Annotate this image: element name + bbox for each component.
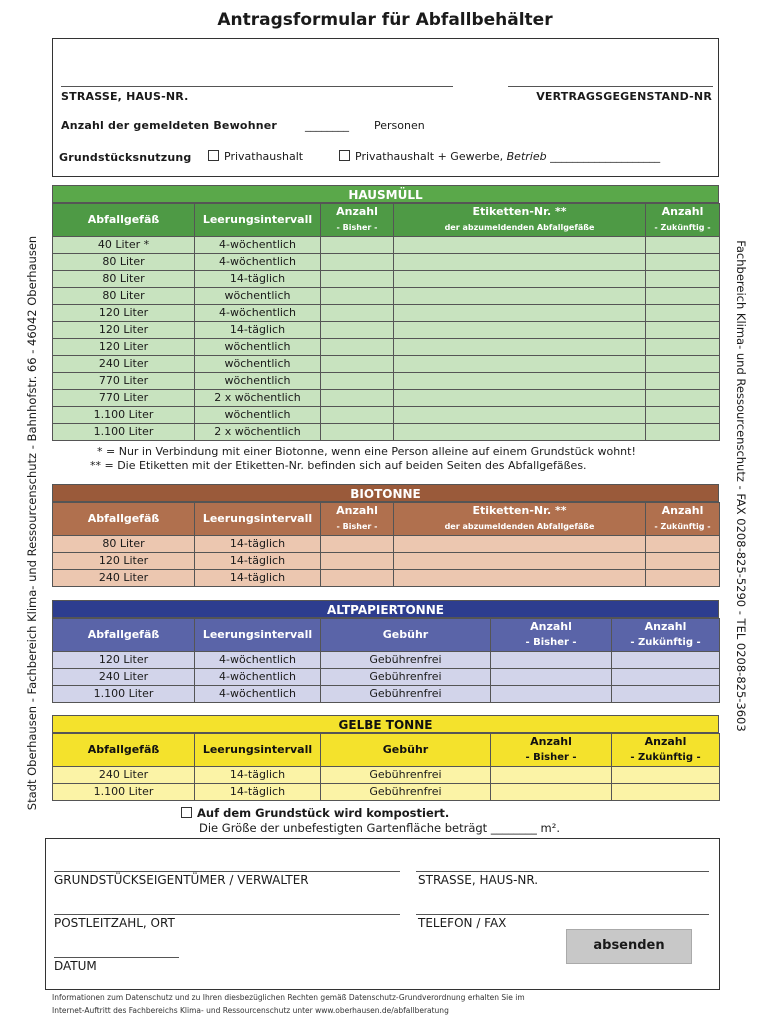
private-label: Privathaushalt [224, 150, 304, 163]
etiketten-label: Etiketten-Nr. ** [472, 504, 567, 517]
table-row [53, 652, 720, 669]
input-cell[interactable] [394, 390, 646, 407]
biotonne-section [52, 484, 719, 587]
private-checkbox[interactable] [208, 150, 219, 161]
input-cell[interactable] [646, 339, 720, 356]
input-cell[interactable] [394, 288, 646, 305]
col-intervall: Leerungsintervall [195, 619, 321, 652]
input-cell[interactable] [646, 254, 720, 271]
input-cell[interactable] [321, 237, 394, 254]
intervall-cell: 14-täglich [195, 536, 321, 553]
col-anzahl-bisher [321, 503, 394, 536]
intervall-cell: 14-täglich [195, 553, 321, 570]
input-cell[interactable] [612, 652, 720, 669]
phone-line[interactable] [416, 914, 709, 915]
page-title: Antragsformular für Abfallbehälter [217, 10, 553, 30]
intervall-cell: 4-wöchentlich [195, 254, 321, 271]
gefaess-cell: 770 Liter [53, 373, 195, 390]
table-row [53, 305, 720, 322]
input-cell[interactable] [612, 767, 720, 784]
residents-label: Anzahl der gemeldeten Bewohner [61, 119, 278, 132]
gebuehr-cell: Gebührenfrei [321, 784, 491, 801]
input-cell[interactable] [646, 356, 720, 373]
input-cell[interactable] [321, 407, 394, 424]
table-row [53, 407, 720, 424]
bisher-label: - Bisher - [336, 223, 378, 232]
zukuenftig-label: - Zukünftig - [654, 522, 711, 531]
intervall-cell: 14-täglich [195, 767, 321, 784]
input-cell[interactable] [394, 271, 646, 288]
gelbe-header-row [53, 734, 720, 767]
col-gebuehr: Gebühr [321, 619, 491, 652]
anzahl-label: Anzahl [530, 620, 572, 633]
bisher-label: - Bisher - [336, 522, 378, 531]
input-cell[interactable] [491, 767, 612, 784]
footnote-2: ** = Die Etiketten mit der Etiketten-Nr. befinden sich auf beiden Seiten des Abfallgefäßes. [90, 459, 587, 472]
etiketten-sub: der abzumeldenden Abfallgefäße [444, 223, 595, 232]
gefaess-cell: 770 Liter [53, 390, 195, 407]
table-row [53, 373, 720, 390]
intervall-cell: 14-täglich [195, 784, 321, 801]
input-cell[interactable] [491, 686, 612, 703]
input-cell[interactable] [394, 305, 646, 322]
input-cell[interactable] [646, 288, 720, 305]
private-business-label: Privathaushalt + Gewerbe, [355, 150, 504, 163]
gefaess-cell: 1.100 Liter [53, 424, 195, 441]
gebuehr-cell: Gebührenfrei [321, 652, 491, 669]
input-cell[interactable] [646, 322, 720, 339]
intervall-cell: wöchentlich [195, 288, 321, 305]
input-cell[interactable] [394, 322, 646, 339]
submit-button[interactable]: absenden [566, 929, 692, 964]
gefaess-cell: 120 Liter [53, 322, 195, 339]
side-text-right: Fachbereich Klima- und Ressourcenschutz - FAX 0208-825-5290 - TEL 0208-825-3603 [734, 240, 748, 732]
input-cell[interactable] [321, 339, 394, 356]
input-cell[interactable] [612, 669, 720, 686]
input-cell[interactable] [321, 305, 394, 322]
gefaess-cell: 1.100 Liter [53, 784, 195, 801]
kompost-checkbox[interactable] [181, 807, 192, 818]
gefaess-cell: 120 Liter [53, 553, 195, 570]
gefaess-cell: 1.100 Liter [53, 686, 195, 703]
anzahl-label: Anzahl [661, 205, 704, 218]
table-row [53, 339, 720, 356]
table-row [53, 254, 720, 271]
table-row [53, 356, 720, 373]
input-cell[interactable] [394, 373, 646, 390]
table-row [53, 288, 720, 305]
private-business-option[interactable] [339, 150, 660, 163]
anzahl-label: Anzahl [644, 735, 687, 748]
anzahl-label: Anzahl [530, 735, 572, 748]
footnote-1: * = Nur in Verbindung mit einer Biotonne, wenn eine Person alleine auf einem Grundstück wohnt! [97, 445, 636, 458]
intervall-cell: 14-täglich [195, 570, 321, 587]
footer-line-2: Internet-Auftritt des Fachbereichs Klima- und Ressourcenschutz unter www.oberhausen.de/abfallberatung [52, 1006, 449, 1015]
input-cell[interactable] [646, 536, 720, 553]
col-anzahl-zukuenftig [646, 204, 720, 237]
intervall-cell: 4-wöchentlich [195, 237, 321, 254]
phone-label: TELEFON / FAX [418, 916, 507, 930]
input-cell[interactable] [321, 254, 394, 271]
col-etiketten [394, 503, 646, 536]
contract-label: VERTRAGSGEGENSTAND-NR [536, 90, 712, 103]
date-line[interactable] [54, 957, 179, 958]
bisher-label: - Bisher - [525, 752, 577, 763]
table-row [53, 553, 720, 570]
garden-size-label: Die Größe der unbefestigten Gartenfläche beträgt [199, 821, 488, 835]
gefaess-cell: 80 Liter [53, 288, 195, 305]
input-cell[interactable] [321, 424, 394, 441]
garden-size-unit: m². [540, 821, 560, 835]
input-cell[interactable] [394, 237, 646, 254]
input-cell[interactable] [394, 356, 646, 373]
col-anzahl-bisher [491, 619, 612, 652]
hausmuell-section [52, 185, 719, 472]
owner-street-label: STRASSE, HAUS-NR. [418, 873, 539, 887]
input-cell[interactable] [646, 553, 720, 570]
anzahl-label: Anzahl [644, 620, 687, 633]
col-anzahl-bisher [491, 734, 612, 767]
gefaess-cell: 80 Liter [53, 271, 195, 288]
gebuehr-cell: Gebührenfrei [321, 669, 491, 686]
col-gefaess: Abfallgefäß [53, 503, 195, 536]
bisher-label: - Bisher - [525, 637, 577, 648]
intervall-cell: 4-wöchentlich [195, 652, 321, 669]
col-anzahl-zukuenftig [612, 619, 720, 652]
table-row [53, 322, 720, 339]
input-cell[interactable] [321, 288, 394, 305]
input-cell[interactable] [394, 254, 646, 271]
hausmuell-header-row [53, 204, 720, 237]
col-gefaess: Abfallgefäß [53, 619, 195, 652]
etiketten-label: Etiketten-Nr. ** [472, 205, 567, 218]
input-cell[interactable] [321, 356, 394, 373]
gefaess-cell: 80 Liter [53, 254, 195, 271]
biotonne-title: BIOTONNE [52, 484, 719, 502]
input-cell[interactable] [646, 570, 720, 587]
gefaess-cell: 80 Liter [53, 536, 195, 553]
anzahl-label: Anzahl [336, 205, 378, 218]
side-text-left: Stadt Oberhausen - Fachbereich Klima- und Ressourcenschutz - Bahnhofstr. 66 - 46042 Oberhausen [25, 235, 39, 811]
table-row [53, 669, 720, 686]
input-cell[interactable] [321, 322, 394, 339]
table-row [53, 424, 720, 441]
zukuenftig-label: - Zukünftig - [630, 752, 701, 763]
gelbe-section [52, 715, 719, 801]
business-input[interactable]: ____________________ [550, 150, 661, 163]
input-cell[interactable] [646, 407, 720, 424]
input-cell[interactable] [646, 424, 720, 441]
col-etiketten [394, 204, 646, 237]
input-cell[interactable] [646, 271, 720, 288]
input-cell[interactable] [394, 570, 646, 587]
usage-label: Grundstücksnutzung [59, 151, 192, 164]
input-cell[interactable] [394, 339, 646, 356]
input-cell[interactable] [394, 536, 646, 553]
input-cell[interactable] [491, 784, 612, 801]
input-cell[interactable] [612, 686, 720, 703]
gebuehr-cell: Gebührenfrei [321, 686, 491, 703]
gefaess-cell: 240 Liter [53, 570, 195, 587]
table-row [53, 390, 720, 407]
gelbe-title: GELBE TONNE [52, 715, 719, 733]
table-row [53, 237, 720, 254]
owner-line[interactable] [54, 871, 400, 872]
col-intervall: Leerungsintervall [195, 204, 321, 237]
etiketten-sub: der abzumeldenden Abfallgefäße [444, 522, 595, 531]
input-cell[interactable] [646, 305, 720, 322]
intervall-cell: 14-täglich [195, 271, 321, 288]
gefaess-cell: 240 Liter [53, 356, 195, 373]
kompost-label: Auf dem Grundstück wird kompostiert. [197, 806, 450, 820]
biotonne-table [52, 502, 720, 587]
plz-label: POSTLEITZAHL, ORT [54, 916, 175, 930]
intervall-cell: 4-wöchentlich [195, 305, 321, 322]
garden-size-line [199, 821, 560, 835]
persons-label: Personen [374, 119, 425, 132]
owner-label: GRUNDSTÜCKSEIGENTÜMER / VERWALTER [54, 873, 309, 887]
input-cell[interactable] [321, 373, 394, 390]
intervall-cell: wöchentlich [195, 339, 321, 356]
intervall-cell: wöchentlich [195, 407, 321, 424]
gefaess-cell: 40 Liter * [53, 237, 195, 254]
input-cell[interactable] [646, 390, 720, 407]
col-gebuehr: Gebühr [321, 734, 491, 767]
intervall-cell: wöchentlich [195, 356, 321, 373]
input-cell[interactable] [321, 536, 394, 553]
residents-input[interactable]: ________ [305, 119, 349, 132]
biotonne-header-row [53, 503, 720, 536]
input-cell[interactable] [321, 553, 394, 570]
anzahl-label: Anzahl [336, 504, 378, 517]
input-cell[interactable] [394, 424, 646, 441]
intervall-cell: 14-täglich [195, 322, 321, 339]
contract-line[interactable] [508, 86, 713, 87]
zukuenftig-label: - Zukünftig - [654, 223, 711, 232]
private-business-checkbox[interactable] [339, 150, 350, 161]
gefaess-cell: 240 Liter [53, 767, 195, 784]
altpapier-header-row [53, 619, 720, 652]
gebuehr-cell: Gebührenfrei [321, 767, 491, 784]
input-cell[interactable] [321, 570, 394, 587]
owner-box [45, 838, 720, 990]
table-row [53, 784, 720, 801]
col-intervall: Leerungsintervall [195, 734, 321, 767]
input-cell[interactable] [612, 784, 720, 801]
gelbe-table [52, 733, 720, 801]
hausmuell-table [52, 203, 720, 441]
footer-line-1: Informationen zum Datenschutz und zu Ihren diesbezüglichen Rechten gemäß Datenschutz-Grundverordnung erhalten Sie im [52, 993, 525, 1002]
table-row [53, 271, 720, 288]
intervall-cell: wöchentlich [195, 373, 321, 390]
input-cell[interactable] [646, 373, 720, 390]
input-cell[interactable] [394, 407, 646, 424]
garden-size-input[interactable]: ________ [490, 821, 537, 835]
intervall-cell: 2 x wöchentlich [195, 424, 321, 441]
owner-street-line[interactable] [416, 871, 709, 872]
zukuenftig-label: - Zukünftig - [630, 637, 701, 648]
gefaess-cell: 120 Liter [53, 339, 195, 356]
street-line[interactable] [61, 86, 453, 87]
input-cell[interactable] [491, 652, 612, 669]
input-cell[interactable] [491, 669, 612, 686]
col-anzahl-zukuenftig [646, 503, 720, 536]
col-anzahl-bisher [321, 204, 394, 237]
hausmuell-title: HAUSMÜLL [52, 185, 719, 203]
business-word: Betrieb [506, 150, 547, 163]
kompost-option[interactable] [181, 806, 449, 820]
table-row [53, 686, 720, 703]
col-gefaess: Abfallgefäß [53, 734, 195, 767]
table-row [53, 570, 720, 587]
plz-line[interactable] [54, 914, 400, 915]
street-label: STRASSE, HAUS-NR. [61, 90, 189, 103]
table-row [53, 536, 720, 553]
gefaess-cell: 120 Liter [53, 305, 195, 322]
intervall-cell: 4-wöchentlich [195, 669, 321, 686]
intervall-cell: 2 x wöchentlich [195, 390, 321, 407]
address-box [52, 38, 719, 177]
input-cell[interactable] [321, 390, 394, 407]
date-label: DATUM [54, 959, 97, 973]
input-cell[interactable] [321, 271, 394, 288]
private-option[interactable] [208, 150, 303, 163]
input-cell[interactable] [646, 237, 720, 254]
gefaess-cell: 1.100 Liter [53, 407, 195, 424]
col-gefaess: Abfallgefäß [53, 204, 195, 237]
col-intervall: Leerungsintervall [195, 503, 321, 536]
altpapier-title: ALTPAPIERTONNE [52, 600, 719, 618]
table-row [53, 767, 720, 784]
anzahl-label: Anzahl [661, 504, 704, 517]
input-cell[interactable] [394, 553, 646, 570]
gefaess-cell: 120 Liter [53, 652, 195, 669]
col-anzahl-zukuenftig [612, 734, 720, 767]
gefaess-cell: 240 Liter [53, 669, 195, 686]
altpapier-section [52, 600, 719, 703]
intervall-cell: 4-wöchentlich [195, 686, 321, 703]
altpapier-table [52, 618, 720, 703]
